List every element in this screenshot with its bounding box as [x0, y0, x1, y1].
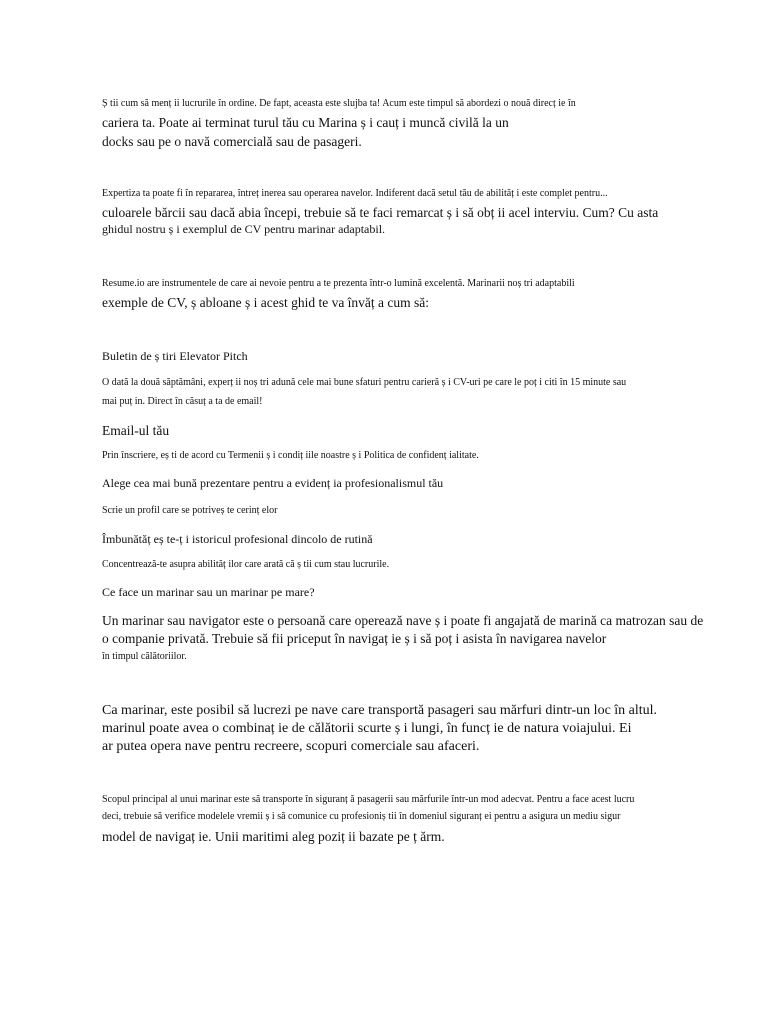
- newsletter-title: Buletin de ș tiri Elevator Pitch: [102, 349, 248, 363]
- paragraph-2-line-2: culoarele bărcii sau dacă abia începi, trebuie să te faci remarcat ș i să obț ii acel interviu. Cum? Cu asta: [102, 205, 659, 220]
- paragraph-5-line-2: marinul poate avea o combinaț ie de călătorii scurte ș i lungi, în funcț ie de natura voiajului. Ei: [102, 721, 632, 736]
- paragraph-5-line-3: ar putea opera nave pentru recreere, scopuri comerciale sau afaceri.: [102, 739, 480, 754]
- terms-notice: Prin înscriere, eș ti de acord cu Termenii ș i condiț iile noastre ș i Politica de confidenț ialitate.: [102, 450, 479, 461]
- paragraph-2-line-3: ghidul nostru ș i exemplul de CV pentru marinar adaptabil.: [102, 222, 386, 236]
- tip-2-heading: Îmbunătăț eș te-ț i istoricul profesional dincolo de rutină: [102, 532, 373, 546]
- paragraph-4-line-2: o companie privată. Trebuie să fii priceput în navigaț ie ș i să poț i asista în navigarea navelor: [102, 631, 607, 646]
- paragraph-6-line-2: deci, trebuie să verifice modelele vremii ș i să comunice cu profesioniș tii în domeniul siguranț ei pentru a asigura un mediu sigur: [102, 811, 621, 822]
- question-heading: Ce face un marinar sau un marinar pe mare?: [102, 585, 315, 599]
- tip-2-description: Concentrează-te asupra abilităț ilor care arată că ș tii cum stau lucrurile.: [102, 559, 390, 570]
- newsletter-description-line-1: O dată la două săptămâni, experț ii noș tri adună cele mai bune sfaturi pentru carieră ș i CV-uri pe care le poț i citi în 15 minute sau: [102, 377, 627, 388]
- paragraph-4-line-3: în timpul călătoriilor.: [102, 651, 187, 662]
- paragraph-6-line-3: model de navigaț ie. Unii maritimi aleg poziț ii bazate pe ț ărm.: [102, 829, 445, 844]
- paragraph-6-line-1: Scopul principal al unui marinar este să transporte în siguranț ă pasagerii sau mărfurile într-un mod adecvat. Pentru a face acest lucru: [102, 794, 635, 805]
- tip-1-description: Scrie un profil care se potriveș te cerinț elor: [102, 505, 278, 516]
- tip-1-heading: Alege cea mai bună prezentare pentru a evidenț ia profesionalismul tău: [102, 476, 444, 490]
- paragraph-1-line-2: cariera ta. Poate ai terminat turul tău cu Marina ș i cauț i muncă civilă la un: [102, 115, 509, 130]
- paragraph-1-line-3: docks sau pe o navă comercială sau de pasageri.: [102, 134, 362, 149]
- newsletter-description-line-2: mai puț in. Direct în căsuț a ta de email!: [102, 396, 263, 407]
- paragraph-3-line-1: Resume.io are instrumentele de care ai nevoie pentru a te prezenta într-o lumină excelentă. Marinarii noș tri adaptabili: [102, 278, 575, 289]
- paragraph-5-line-1: Ca marinar, este posibil să lucrezi pe nave care transportă pasageri sau mărfuri dintr-un loc în altul.: [102, 703, 658, 718]
- paragraph-4-line-1: Un marinar sau navigator este o persoană care operează nave ș i poate fi angajată de marină ca matrozan sau de: [102, 613, 704, 628]
- email-label: Email-ul tău: [102, 423, 170, 438]
- paragraph-1-line-1: Ș tii cum să menț ii lucrurile în ordine. De fapt, aceasta este slujba ta! Acum este timpul să abordezi o nouă direcț ie în: [102, 98, 576, 109]
- paragraph-2-line-1: Expertiza ta poate fi în repararea, întreț inerea sau operarea navelor. Indiferent dacă setul tău de abilităț i este complet pentru...: [102, 188, 608, 199]
- paragraph-3-line-2: exemple de CV, ș abloane ș i acest ghid te va învăț a cum să:: [102, 295, 430, 310]
